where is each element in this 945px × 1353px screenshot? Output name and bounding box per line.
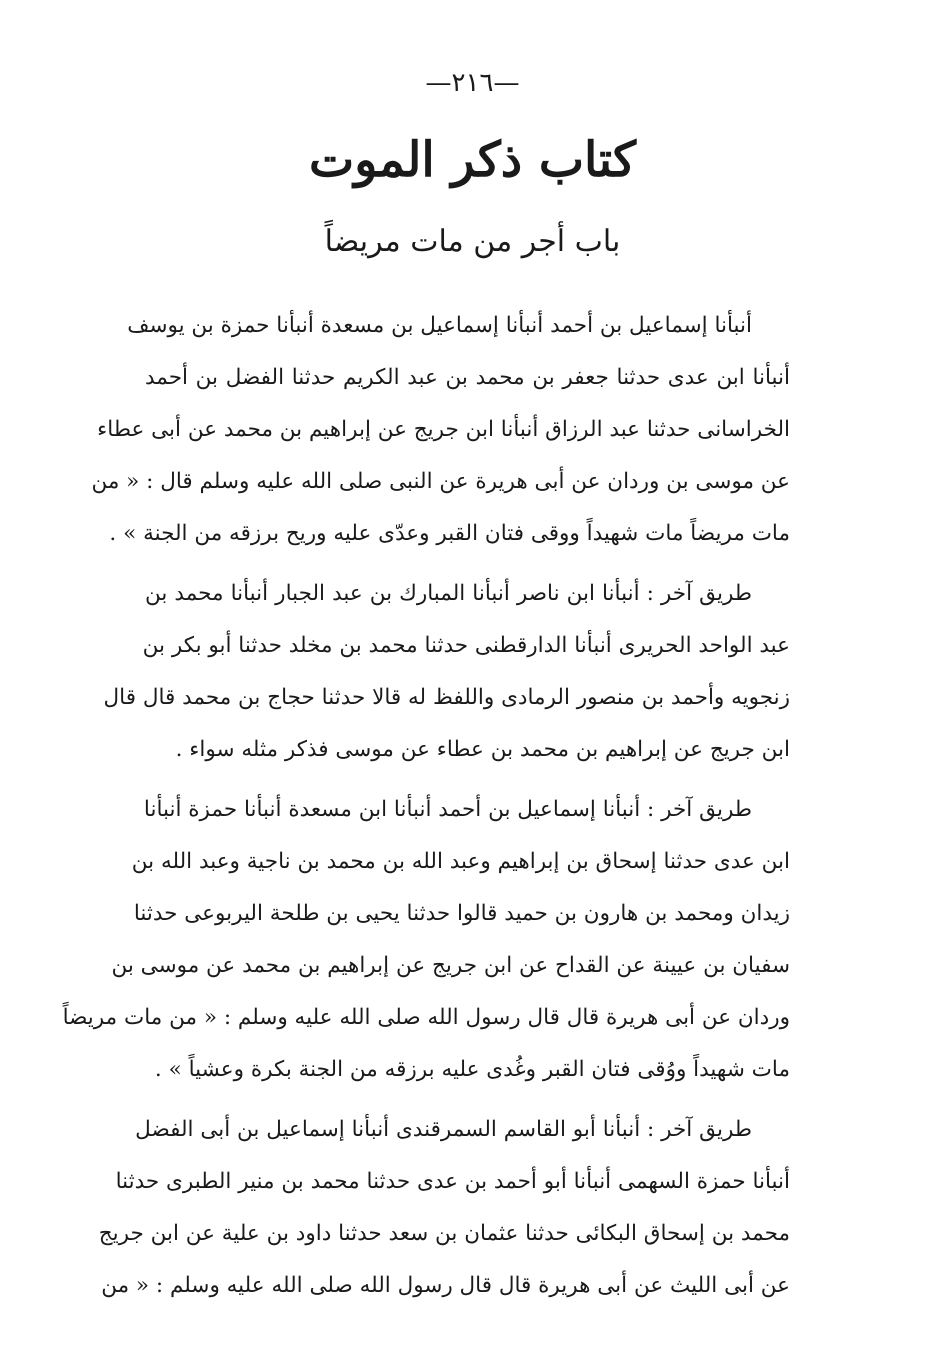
text-line: طريق آخر : أنبأنا إسماعيل بن أحمد أنبأنا ابن مسعدة أنبأنا حمزة أنبأنا xyxy=(143,797,752,822)
text-line: أنبأنا إسماعيل بن أحمد أنبأنا إسماعيل بن مسعدة أنبأنا حمزة بن يوسف xyxy=(127,313,752,338)
text-line: عن أبى الليث عن أبى هريرة قال قال رسول الله صلى الله عليه وسلم : « من xyxy=(101,1273,790,1298)
text-line: أنبأنا حمزة السهمى أنبأنا أبو أحمد بن عدى حدثنا محمد بن منير الطبرى حدثنا xyxy=(115,1169,790,1194)
text-line: ابن جريج عن إبراهيم بن محمد بن عطاء عن موسى فذكر مثله سواء . xyxy=(175,737,790,762)
text-line: طريق آخر : أنبأنا أبو القاسم السمرقندى أنبأنا إسماعيل بن أبى الفضل xyxy=(135,1117,752,1142)
paragraph xyxy=(98,1104,790,1312)
text-line: الخراسانى حدثنا عبد الرزاق أنبأنا ابن جريج عن إبراهيم بن محمد عن أبى عطاء xyxy=(97,417,790,442)
text-line: محمد بن إسحاق البكائى حدثنا عثمان بن سعد حدثنا داود بن علية عن ابن جريج xyxy=(98,1221,790,1246)
text-line: مات مريضاً مات شهيداً ووقى فتان القبر وعدّى عليه وريح برزقه من الجنة » . xyxy=(109,521,790,546)
paragraph xyxy=(62,784,790,1096)
text-line: زيدان ومحمد بن هارون بن حميد قالوا حدثنا يحيى بن طلحة اليربوعى حدثنا xyxy=(133,901,790,926)
paragraph xyxy=(91,300,790,560)
paragraph xyxy=(103,568,790,776)
text-line: وردان عن أبى هريرة قال قال رسول الله صلى الله عليه وسلم : « من مات مريضاً xyxy=(62,1005,790,1030)
text-line: عن موسى بن وردان عن أبى هريرة عن النبى صلى الله عليه وسلم قال : « من xyxy=(91,469,790,494)
chapter-title: باب أجر من مات مريضاً xyxy=(324,224,621,259)
text-line: سفيان بن عيينة عن القداح عن ابن جريج عن إبراهيم بن محمد عن موسى بن xyxy=(111,953,790,978)
text-line: أنبأنا ابن عدى حدثنا جعفر بن محمد بن عبد الكريم حدثنا الفضل بن أحمد xyxy=(145,365,790,390)
text-line: زنجويه وأحمد بن منصور الرمادى واللفظ له قالا حدثنا حجاج بن محمد قال قال xyxy=(103,685,790,710)
text-line: طريق آخر : أنبأنا ابن ناصر أنبأنا المبارك بن عبد الجبار أنبأنا محمد بن xyxy=(145,581,752,606)
text-line: عبد الواحد الحريرى أنبأنا الدارقطنى حدثنا محمد بن مخلد حدثنا أبو بكر بن xyxy=(142,633,790,658)
text-line: مات شهيداً ووُقى فتان القبر وغُدى عليه برزقه من الجنة بكرة وعشياً » . xyxy=(154,1057,790,1082)
body-text xyxy=(62,300,790,1312)
text-line: ابن عدى حدثنا إسحاق بن إبراهيم وعبد الله بن محمد بن ناجية وعبد الله بن xyxy=(131,849,790,874)
book-title: كتاب ذكر الموت xyxy=(309,132,636,188)
page-number: —٢١٦— xyxy=(425,68,520,98)
